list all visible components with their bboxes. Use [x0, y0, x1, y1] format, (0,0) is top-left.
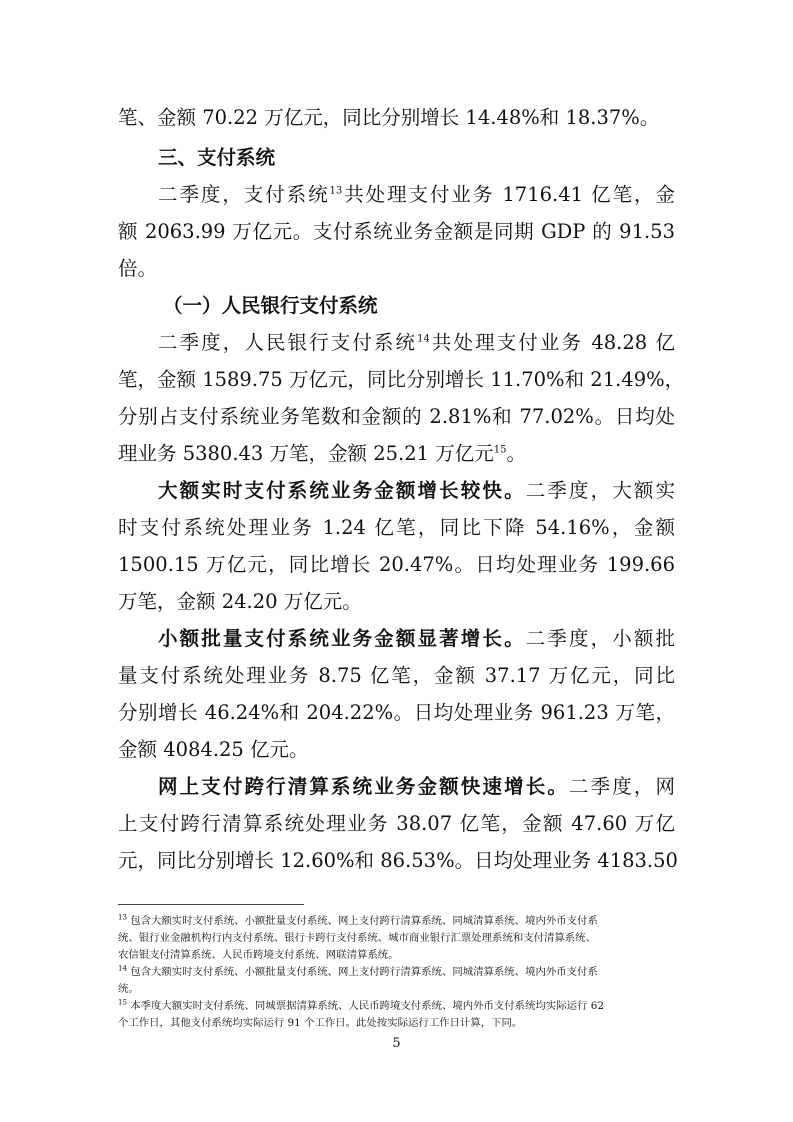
body-line — [158, 181, 675, 209]
body-line — [118, 403, 675, 431]
body-line — [158, 477, 675, 505]
page-number: 5 — [392, 1036, 401, 1051]
text: 农信银支付清算系统、人民币跨境支付系统、网联清算系统。 — [118, 949, 399, 961]
text: 金额 4084.25 亿元。 — [118, 738, 309, 761]
footnote-15 — [118, 998, 675, 1015]
text: 个工作日，其他支付系统均实际运行 91 个工作日。此处按实际运行工作日计算，下同。 — [118, 1017, 523, 1029]
heading-text: （一）人民银行支付系统 — [163, 294, 378, 317]
text: 共处理支付业务 48.28 亿 — [429, 331, 675, 354]
body-line — [118, 104, 675, 132]
text: 理业务 5380.43 万笔，金额 25.21 万亿元 — [118, 442, 494, 465]
text: 包含大额实时支付系统、小额批量支付系统、网上支付跨行清算系统、同城清算系统、境内外币支付系 — [130, 966, 598, 978]
text: 二季度，网 — [568, 775, 675, 798]
footnote-14 — [118, 964, 675, 981]
body-line — [118, 810, 675, 838]
body-line — [118, 588, 675, 616]
lead-sentence: 小额批量支付系统业务金额显著增长。 — [158, 627, 526, 650]
footnote-line — [118, 930, 675, 947]
text: 分别增长 46.24%和 204.22%。日均处理业务 961.23 万笔， — [118, 701, 675, 724]
text: 额 2063.99 万亿元。支付系统业务金额是同期 GDP 的 91.53 — [118, 220, 675, 243]
section-heading — [158, 144, 275, 172]
text: 量支付系统处理业务 8.75 亿笔，金额 37.17 万亿元，同比 — [118, 664, 675, 687]
body-line — [118, 662, 675, 690]
body-line — [118, 366, 685, 394]
body-line — [118, 736, 675, 764]
text: 二季度，小额批 — [525, 627, 675, 650]
body-line — [118, 699, 675, 727]
footnote-line — [118, 981, 675, 998]
text: 二季度，大额实 — [525, 479, 675, 502]
footnote-number: 14 — [118, 964, 127, 973]
footnote-ref[interactable]: 13 — [329, 185, 343, 197]
text: 元，同比分别增长 12.60%和 86.53%。日均处理业务 4183.50 — [118, 849, 678, 872]
body-line — [158, 773, 675, 801]
body-line — [118, 255, 675, 283]
body-line — [118, 218, 675, 246]
text: 。 — [506, 442, 527, 465]
footnote-line — [118, 947, 675, 964]
text: 包含大额实时支付系统、小额批量支付系统、网上支付跨行清算系统、同城清算系统、境内外币支付系 — [130, 915, 598, 927]
text: 上支付跨行清算系统处理业务 38.07 亿笔，金额 47.60 万亿 — [118, 812, 675, 835]
body-line — [158, 625, 675, 653]
footnote-number: 15 — [118, 998, 127, 1007]
text: 倍。 — [118, 257, 158, 280]
text: 统、银行业金融机构行内支付系统、银行卡跨行支付系统、城市商业银行汇票处理系统和支付清算系统、 — [118, 932, 596, 944]
text: 笔、金额 70.22 万亿元，同比分别增长 14.48%和 18.37%。 — [118, 106, 660, 129]
text: 笔，金额 1589.75 万亿元，同比分别增长 11.70%和 21.49%， — [118, 368, 685, 391]
body-line — [158, 329, 675, 357]
lead-sentence: 网上支付跨行清算系统业务金额快速增长。 — [158, 775, 569, 798]
footnote-line — [118, 1015, 675, 1032]
heading-text: 三、支付系统 — [158, 146, 276, 169]
body-line — [118, 514, 675, 542]
body-line — [118, 847, 678, 875]
text: 时支付系统处理业务 1.24 亿笔，同比下降 54.16%，金额 — [118, 516, 675, 539]
footnote-number: 13 — [118, 913, 127, 922]
text: 二季度，支付系统 — [158, 183, 330, 206]
text: 分别占支付系统业务笔数和金额的 2.81%和 77.02%。日均处 — [118, 405, 675, 428]
lead-sentence: 大额实时支付系统业务金额增长较快。 — [158, 479, 526, 502]
body-line — [118, 551, 675, 579]
subsection-heading — [163, 292, 378, 320]
body-line — [118, 440, 675, 468]
text: 本季度大额实时支付系统、同城票据清算系统、人民币跨境支付系统、境内外币支付系统均实际运行 62 — [130, 1000, 604, 1012]
footnote-divider — [118, 904, 304, 905]
text: 万笔，金额 24.20 万亿元。 — [118, 590, 362, 613]
text: 共处理支付业务 1716.41 亿笔，金 — [342, 183, 675, 206]
text: 二季度，人民银行支付系统 — [158, 331, 418, 354]
text: 1500.15 万亿元，同比增长 20.47%。日均处理业务 199.66 — [118, 553, 675, 576]
footnote-ref[interactable]: 14 — [417, 333, 430, 345]
footnote-ref[interactable]: 15 — [493, 444, 507, 456]
footnote-13 — [118, 913, 675, 930]
text: 统。 — [118, 983, 139, 995]
